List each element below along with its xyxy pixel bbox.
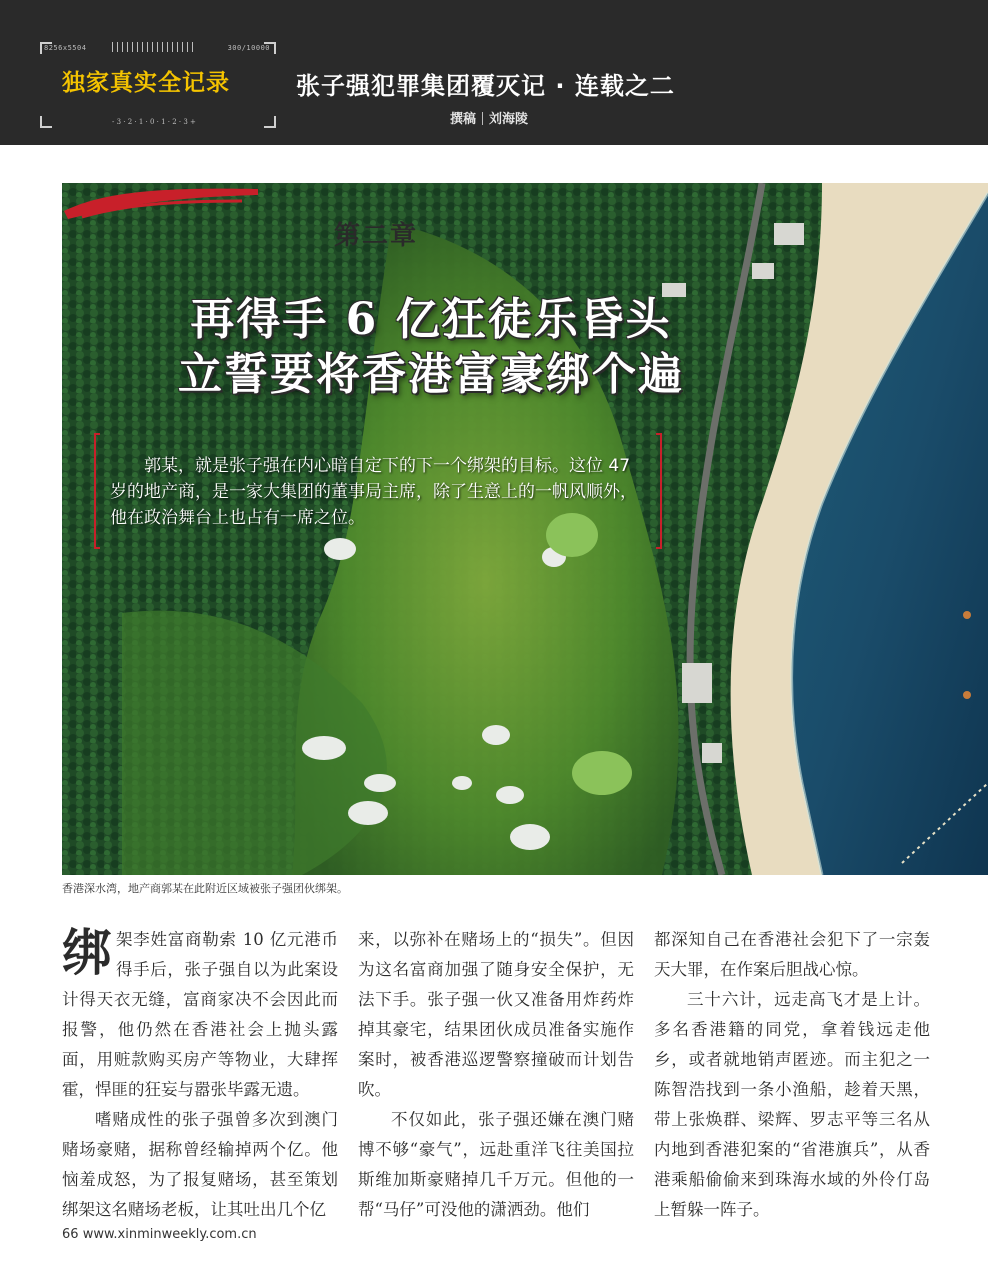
page-number: 66: [62, 1227, 79, 1242]
viewfinder-corner: [264, 116, 276, 128]
headline-line-1: 再得手 6 亿狂徒乐昏头: [190, 294, 672, 345]
article-paragraph: 三十六计，远走高飞才是上计。多名香港籍的同党，拿着钱远走他乡，或者就地销声匿迹。而主犯之一陈智浩找到一条小渔船，趁着天黑，带上张焕群、梁辉、罗志平等三名从内地到香港犯案的“省港旗兵”，从香港乘船偷偷来到珠海水域的外伶仃岛上暂躲一阵子。: [654, 990, 930, 1219]
article-column-2: [358, 925, 634, 1225]
page-footer: [62, 1227, 257, 1242]
viewfinder-scale: - 3 · 2 · 1 · 0 · 1 · 2 · 3 +: [112, 118, 196, 126]
article-column-3: [654, 925, 930, 1225]
article-column-1: [62, 925, 338, 1225]
lead-paragraph: 郭某，就是张子强在内心暗自定下的下一个绑架的目标。这位 47 岁的地产商，是一家大集团的董事局主席，除了生意上的一帆风顺外，他在政治舞台上也占有一席之位。: [110, 456, 637, 528]
article-paragraph: 不仅如此，张子强还嫌在澳门赌博不够“豪气”，远赴重洋飞往美国拉斯维加斯豪赌掉几千万元。但他的一帮“马仔”可没他的潇洒劲。他们: [358, 1110, 634, 1219]
viewfinder-corner: [40, 116, 52, 128]
byline-divider: [482, 112, 483, 125]
article-paragraph: [62, 925, 338, 1105]
lead-bracket-left: [94, 433, 100, 549]
section-badge: 独家真实全记录: [62, 70, 230, 96]
hero-photo: [62, 183, 988, 875]
header-band: [0, 0, 988, 145]
drop-cap: 绑: [62, 923, 112, 982]
lead-box: [94, 433, 662, 549]
article-paragraph-text: 架李姓富商勒索 10 亿元港币得手后，张子强自以为此案设计得天衣无缝，富商家决不会因此而报警，他仍然在香港社会上抛头露面，用赃款购买房产等物业，大肆挥霍，悍匪的狂妄与嚣张毕露无遗。: [62, 930, 338, 1099]
site-url: www.xinminweekly.com.cn: [82, 1227, 257, 1242]
lead-bracket-right: [656, 433, 662, 549]
series-title: 张子强犯罪集团覆灭记 · 连载之二: [296, 72, 675, 100]
red-brush-stroke: [62, 183, 262, 223]
article-paragraph: 来，以弥补在赌场上的“损失”。但因为这名富商加强了随身安全保护，无法下手。张子强一伙又准备用炸药炸掉其豪宅，结果团伙成员准备实施作案时，被香港巡逻警察撞破而计划告吹。: [358, 930, 634, 1099]
article-paragraph: 都深知自己在香港社会犯下了一宗轰天大罪，在作案后胆战心惊。: [654, 930, 930, 979]
headline-line-2: 立誓要将香港富豪绑个遍: [178, 349, 684, 400]
viewfinder-ticks: [112, 42, 196, 52]
byline: [450, 108, 528, 127]
byline-label: 撰稿: [450, 112, 477, 127]
byline-author: 刘海陵: [489, 112, 529, 127]
viewfinder-resolution: 8256x5504: [44, 44, 87, 52]
photo-caption: 香港深水湾，地产商郭某在此附近区域被张子强团伙绑架。: [62, 882, 348, 895]
viewfinder-count: 300/10000: [227, 44, 270, 52]
chapter-label: 第二章: [334, 221, 419, 251]
article-paragraph: 嗜赌成性的张子强曾多次到澳门赌场豪赌，据称曾经输掉两个亿。他恼羞成怒，为了报复赌场，甚至策划绑架这名赌场老板，让其吐出几个亿: [62, 1110, 338, 1219]
